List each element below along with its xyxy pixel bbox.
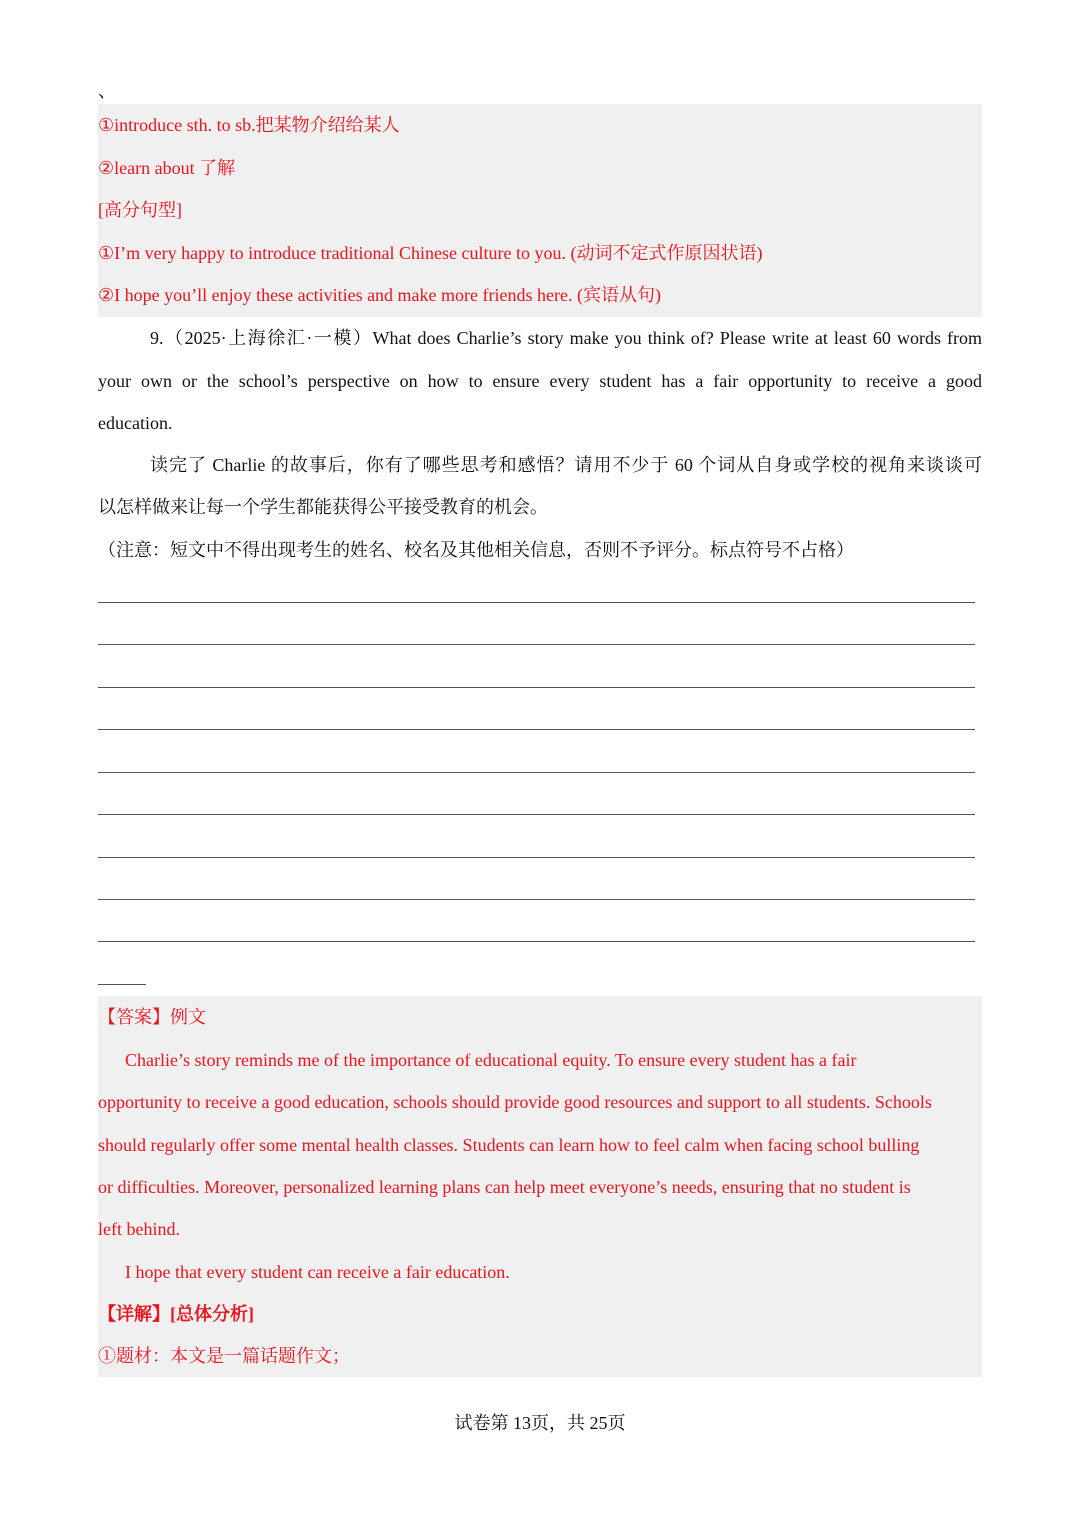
writing-line[interactable]: [98, 899, 975, 900]
question-line-2: your own or the school’s perspective on how to ensure every student has a fair opportunity to receive a good: [98, 371, 982, 391]
answer-line-3: should regularly offer some mental health classes. Students can learn how to feel calm when facing school bulling: [98, 1135, 920, 1155]
vocab-item-2: ②learn about 了解: [98, 158, 236, 178]
question-cn-line-2: 以怎样做来让每一个学生都能获得公平接受教育的机会。: [98, 497, 548, 517]
writing-line[interactable]: [98, 814, 975, 815]
writing-line[interactable]: [98, 602, 975, 603]
question-note: （注意：短文中不得出现考生的姓名、校名及其他相关信息，否则不予评分。标点符号不占格）: [98, 540, 854, 560]
question-line-1: [150, 327, 982, 349]
question-cn-line-1: 读完了 Charlie 的故事后，你有了哪些思考和感悟？请用不少于 60 个词从自身或学校的视角来谈谈可: [150, 455, 982, 475]
detail-subheading: [总体分析]: [170, 1304, 254, 1324]
writing-line[interactable]: [98, 772, 975, 773]
sentence-2: ②I hope you’ll enjoy these activities and make more friends here. (宾语从句): [98, 285, 661, 305]
writing-line[interactable]: [98, 687, 975, 688]
writing-line[interactable]: [98, 857, 975, 858]
question-text: What does Charlie’s story make you think of? Please write at least 60 words from: [372, 328, 982, 348]
answer-closing: I hope that every student can receive a fair education.: [125, 1262, 510, 1282]
answer-line-5: left behind.: [98, 1219, 180, 1239]
answer-heading: [98, 1006, 206, 1028]
high-score-heading: [高分句型]: [98, 200, 182, 220]
question-number: 9.（2025·上海徐汇·一模）: [150, 328, 373, 348]
detail-item-1: ①题材：本文是一篇话题作文；: [98, 1346, 350, 1366]
writing-line[interactable]: [98, 941, 975, 942]
answer-label: 【答案】: [98, 1007, 170, 1027]
sentence-1: ①I’m very happy to introduce traditional Chinese culture to you. (动词不定式作原因状语): [98, 243, 763, 263]
writing-line-short[interactable]: [98, 984, 146, 985]
answer-line-4: or difficulties. Moreover, personalized learning plans can help meet everyone’s needs, ensuring that no student is: [98, 1177, 911, 1197]
page-footer: 试卷第 13页，共 25页: [454, 1413, 626, 1433]
answer-line-2: opportunity to receive a good education, schools should provide good resources and support to all students. Schools: [98, 1092, 932, 1112]
detail-label: 【详解】: [98, 1304, 170, 1324]
writing-line[interactable]: [98, 644, 975, 645]
answer-line-1: Charlie’s story reminds me of the importance of educational equity. To ensure every student has a fair: [125, 1050, 857, 1070]
top-mark: 、: [98, 81, 116, 101]
vocab-item-1: ①introduce sth. to sb.把某物介绍给某人: [98, 115, 400, 135]
question-line-3: education.: [98, 413, 173, 433]
writing-line[interactable]: [98, 729, 975, 730]
detail-heading: [98, 1303, 254, 1325]
answer-label-suffix: 例文: [170, 1007, 206, 1027]
